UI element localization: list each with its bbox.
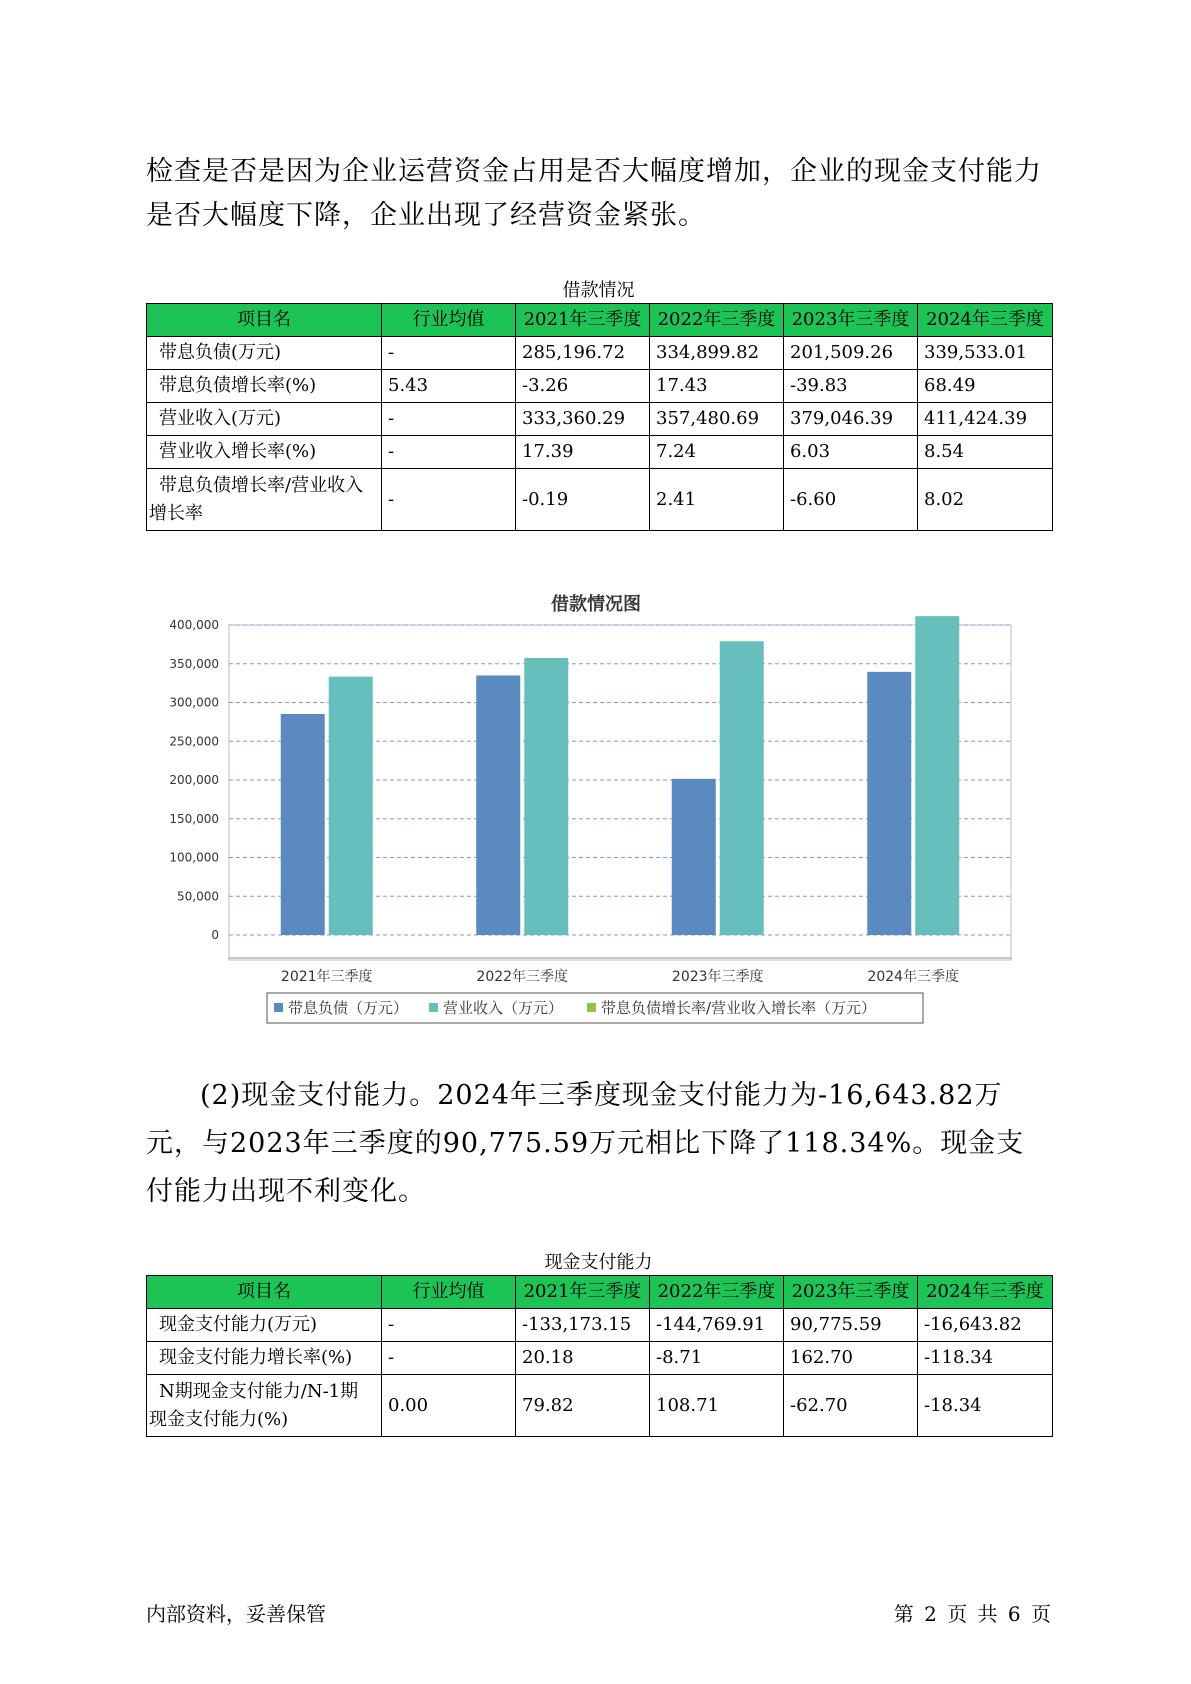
table-row [147,403,1053,436]
header-2023q3: 2023年三季度 [784,304,918,337]
table-row [147,337,1053,370]
x-tick-label: 2024年三季度 [867,969,960,985]
table-cell: -6.60 [784,469,918,531]
table-cell: 285,196.72 [516,337,650,370]
y-tick-label: 200,000 [169,773,219,787]
table-cell: 162.70 [784,1342,918,1375]
table-cell: 68.49 [918,370,1053,403]
table-cell: - [382,337,516,370]
x-tick-label: 2022年三季度 [476,969,569,985]
table-cell: -62.70 [784,1375,918,1437]
legend-label: 带息负债增长率/营业收入增长率（万元） [601,999,877,1017]
table-cell: 带息负债(万元) [147,337,382,370]
table-cell: 8.02 [918,469,1053,531]
table-cell: - [382,403,516,436]
table-cell: -18.34 [918,1375,1053,1437]
legend-swatch [274,1003,283,1012]
legend-swatch [587,1003,596,1012]
table-cell: 20.18 [516,1342,650,1375]
table-cell: 带息负债增长率(%) [147,370,382,403]
footer-page-number: 第 2 页 共 6 页 [893,1602,1051,1626]
table-cell: - [382,1309,516,1342]
bar-series-1 [672,779,716,935]
bar-series-2 [329,677,373,935]
table-row [147,469,1053,531]
table-cell: - [382,469,516,531]
table-cell: 0.00 [382,1375,516,1437]
loan-chart [146,585,1046,1035]
y-tick-label: 400,000 [169,618,219,632]
bar-series-1 [476,675,520,935]
header-2023q3: 2023年三季度 [784,1276,918,1309]
header-2021q3: 2021年三季度 [516,1276,650,1309]
header-industry-avg: 行业均值 [382,1276,516,1309]
header-item-name: 项目名 [147,1276,382,1309]
y-tick-label: 100,000 [169,850,219,865]
bar-series-2 [915,616,959,935]
table-cell: -3.26 [516,370,650,403]
table-cell: 79.82 [516,1375,650,1437]
table-row [147,1309,1053,1342]
loan-table [146,303,1053,531]
table-cell: -118.34 [918,1342,1053,1375]
bar-series-2 [524,658,568,935]
table-cell: 339,533.01 [918,337,1053,370]
legend-swatch [429,1003,438,1012]
table-cell: 8.54 [918,436,1053,469]
loan-table-header-row [147,304,1053,337]
header-2024q3: 2024年三季度 [918,304,1053,337]
cash-table [146,1275,1053,1437]
table-cell: 201,509.26 [784,337,918,370]
table-cell: N期现金支付能力/N-1期现金支付能力(%) [147,1375,382,1437]
table-cell: -8.71 [650,1342,784,1375]
table-cell: 17.43 [650,370,784,403]
table-cell: 17.39 [516,436,650,469]
bar-series-1 [867,672,911,935]
y-tick-label: 50,000 [177,889,219,904]
header-2021q3: 2021年三季度 [516,304,650,337]
x-tick-label: 2023年三季度 [671,969,764,985]
table-cell: -16,643.82 [918,1309,1053,1342]
table-cell: 379,046.39 [784,403,918,436]
table-row [147,436,1053,469]
table-cell: 带息负债增长率/营业收入增长率 [147,469,382,531]
header-industry-avg: 行业均值 [382,304,516,337]
table-cell: 2.41 [650,469,784,531]
legend-label: 营业收入（万元） [443,999,564,1017]
table-cell: - [382,1342,516,1375]
x-tick-label: 2021年三季度 [280,969,373,985]
bar-series-2 [720,641,764,935]
table-cell: -133,173.15 [516,1309,650,1342]
table-cell: -39.83 [784,370,918,403]
legend-label: 带息负债（万元） [288,999,409,1017]
header-2024q3: 2024年三季度 [918,1276,1053,1309]
table-cell: 411,424.39 [918,403,1053,436]
table-cell: -0.19 [516,469,650,531]
table-row [147,1342,1053,1375]
header-2022q3: 2022年三季度 [650,304,784,337]
cash-table-header-row [147,1276,1053,1309]
y-tick-label: 0 [211,928,219,942]
bar-series-1 [281,714,325,935]
chart-title: 借款情况图 [551,594,641,615]
cash-paragraph: (2)现金支付能力。2024年三季度现金支付能力为-16,643.82万元，与2023年三季度的90,775.59万元相比下降了118.34%。现金支付能力出现不利变化。 [146,1080,1025,1207]
table-cell: 5.43 [382,370,516,403]
loan-table-caption: 借款情况 [562,280,635,301]
table-cell: - [382,436,516,469]
intro-paragraph: 检查是否是因为企业运营资金占用是否大幅度增加，企业的现金支付能力是否大幅度下降，企业出现了经营资金紧张。 [146,156,1042,231]
table-cell: -144,769.91 [650,1309,784,1342]
table-cell: 333,360.29 [516,403,650,436]
table-cell: 营业收入(万元) [147,403,382,436]
table-cell: 108.71 [650,1375,784,1437]
footer-confidential: 内部资料，妥善保管 [146,1602,326,1626]
y-tick-label: 300,000 [169,695,219,710]
table-row [147,370,1053,403]
table-cell: 现金支付能力(万元) [147,1309,382,1342]
table-row [147,1375,1053,1437]
header-item-name: 项目名 [147,304,382,337]
table-cell: 现金支付能力增长率(%) [147,1342,382,1375]
y-tick-label: 150,000 [169,811,219,826]
header-2022q3: 2022年三季度 [650,1276,784,1309]
table-cell: 7.24 [650,436,784,469]
table-cell: 营业收入增长率(%) [147,436,382,469]
cash-table-caption: 现金支付能力 [544,1252,653,1273]
table-cell: 90,775.59 [784,1309,918,1342]
table-cell: 6.03 [784,436,918,469]
y-tick-label: 250,000 [169,734,219,749]
table-cell: 357,480.69 [650,403,784,436]
table-cell: 334,899.82 [650,337,784,370]
y-tick-label: 350,000 [169,656,219,671]
